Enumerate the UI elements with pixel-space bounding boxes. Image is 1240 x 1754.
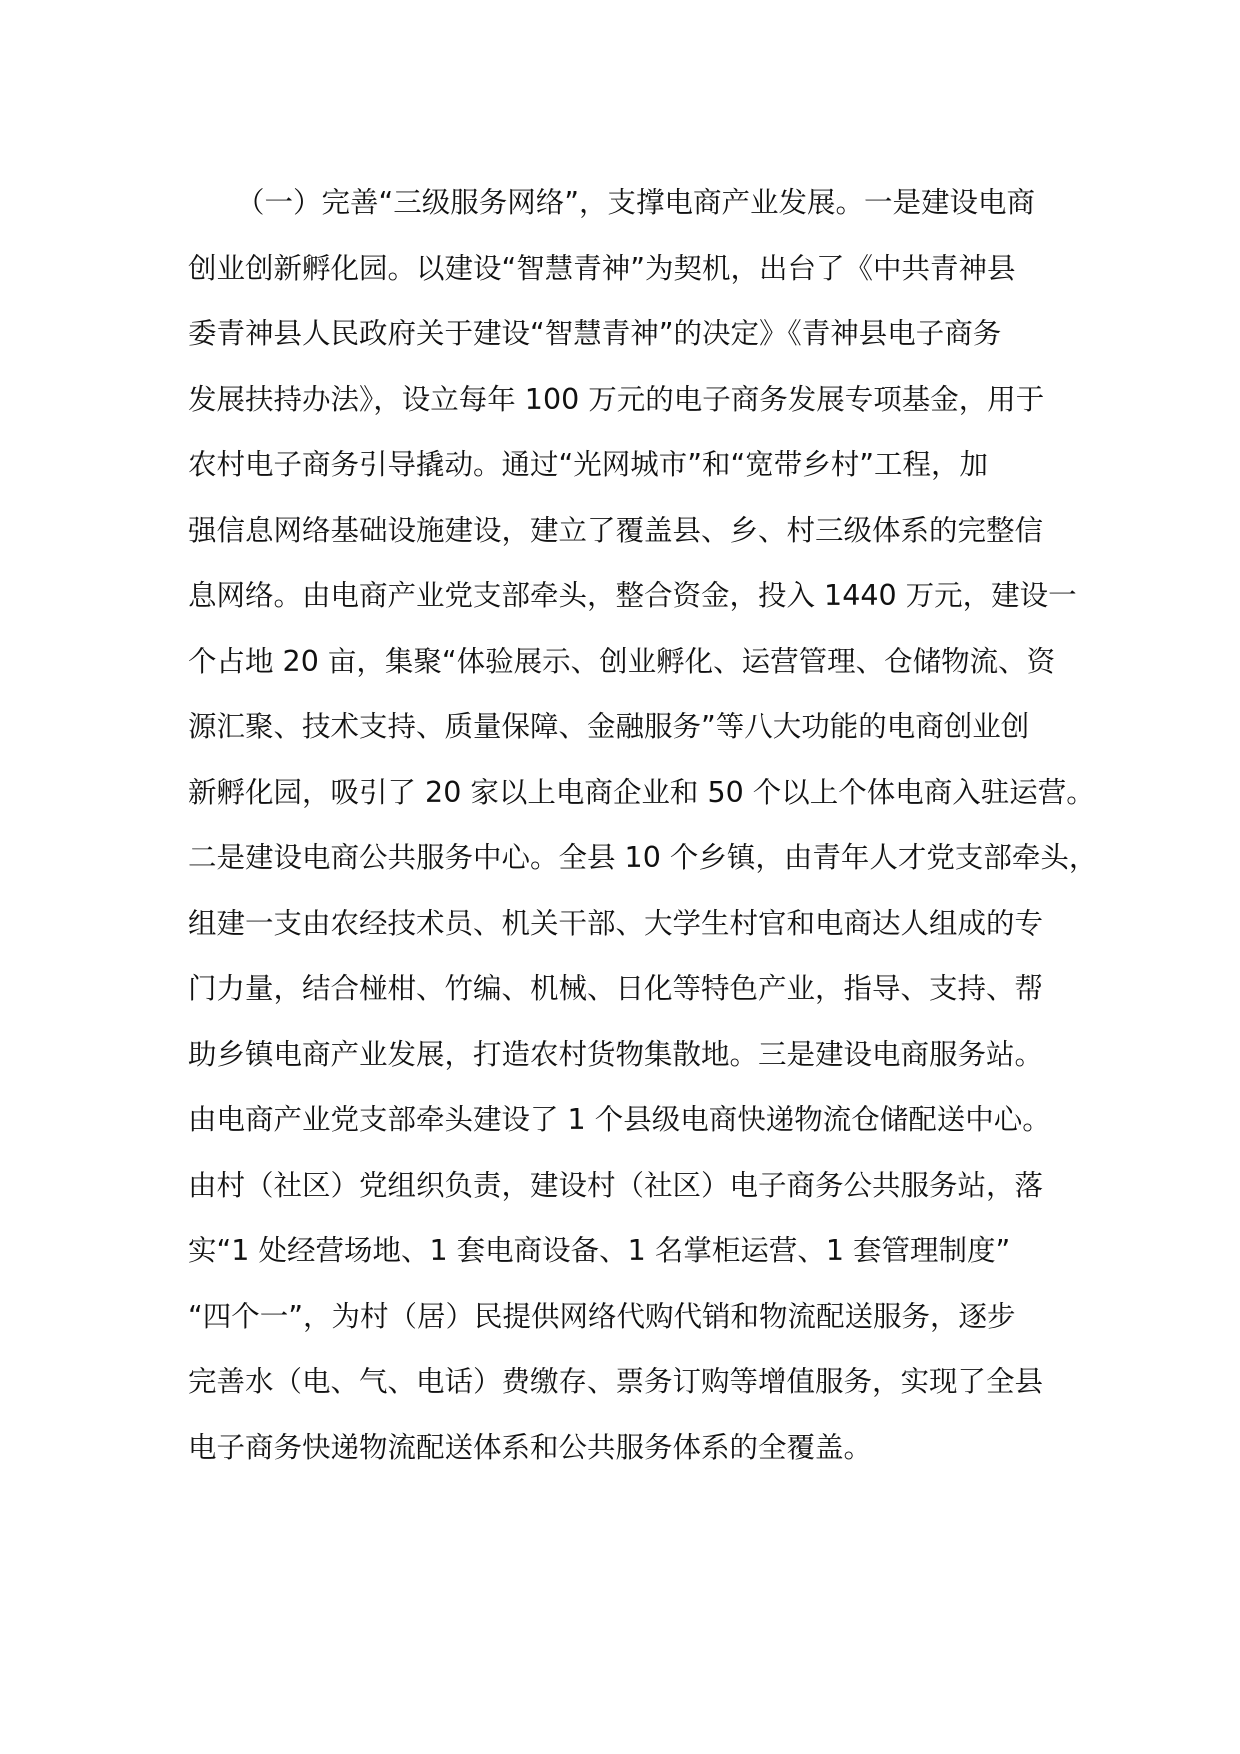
paragraph-line: 委青神县人民政府关于建设“智慧青神”的决定》《青神县电子商务	[188, 317, 1002, 350]
paragraph-line: 电子商务快递物流配送体系和公共服务体系的全覆盖。	[188, 1430, 873, 1464]
paragraph-line: 个占地 20 亩，集聚“体验展示、创业孵化、运营管理、仓储物流、资	[188, 644, 1056, 678]
paragraph-line: 强信息网络基础设施建设，建立了覆盖县、乡、村三级体系的完整信	[188, 513, 1044, 547]
paragraph-line: 组建一支由农经技术员、机关干部、大学生村官和电商达人组成的专	[188, 906, 1044, 940]
paragraph-line: 新孵化园，吸引了 20 家以上电商企业和 50 个以上个体电商入驻运营。	[188, 775, 1095, 809]
paragraph-line: 发展扶持办法》，设立每年 100 万元的电子商务发展专项基金，用于	[188, 382, 1045, 416]
paragraph-line: 源汇聚、技术支持、质量保障、金融服务”等八大功能的电商创业创	[188, 710, 1030, 743]
paragraph-line: 完善水（电、气、电话）费缴存、票务订购等增值服务，实现了全县	[188, 1365, 1044, 1398]
paragraph-line: 实“1 处经营场地、1 套电商设备、1 名掌柜运营、1 套管理制度”	[188, 1234, 1011, 1267]
paragraph-line: “四个一”，为村（居）民提供网络代购代销和物流配送服务，逐步	[188, 1299, 1016, 1333]
paragraph-line: 由村（社区）党组织负责，建设村（社区）电子商务公共服务站，落	[188, 1168, 1044, 1202]
paragraph-line: 创业创新孵化园。以建设“智慧青神”为契机，出台了《中共青神县	[188, 251, 1016, 285]
body-paragraph	[188, 170, 1098, 1480]
paragraph-line: 助乡镇电商产业发展，打造农村货物集散地。三是建设电商服务站。	[188, 1037, 1044, 1071]
paragraph-line: 息网络。由电商产业党支部牵头，整合资金，投入 1440 万元，建设一	[188, 579, 1077, 612]
paragraph-line: 二是建设电商公共服务中心。全县 10 个乡镇，由青年人才党支部牵头，	[188, 841, 1098, 874]
paragraph-line: （一）完善“三级服务网络”，支撑电商产业发展。一是建设电商	[236, 186, 1036, 219]
paragraph-line: 门力量，结合椪柑、竹编、机械、日化等特色产业，指导、支持、帮	[188, 972, 1044, 1005]
paragraph-line: 由电商产业党支部牵头建设了 1 个县级电商快递物流仓储配送中心。	[188, 1103, 1051, 1136]
paragraph-line: 农村电子商务引导撬动。通过“光网城市”和“宽带乡村”工程，加	[188, 448, 989, 481]
